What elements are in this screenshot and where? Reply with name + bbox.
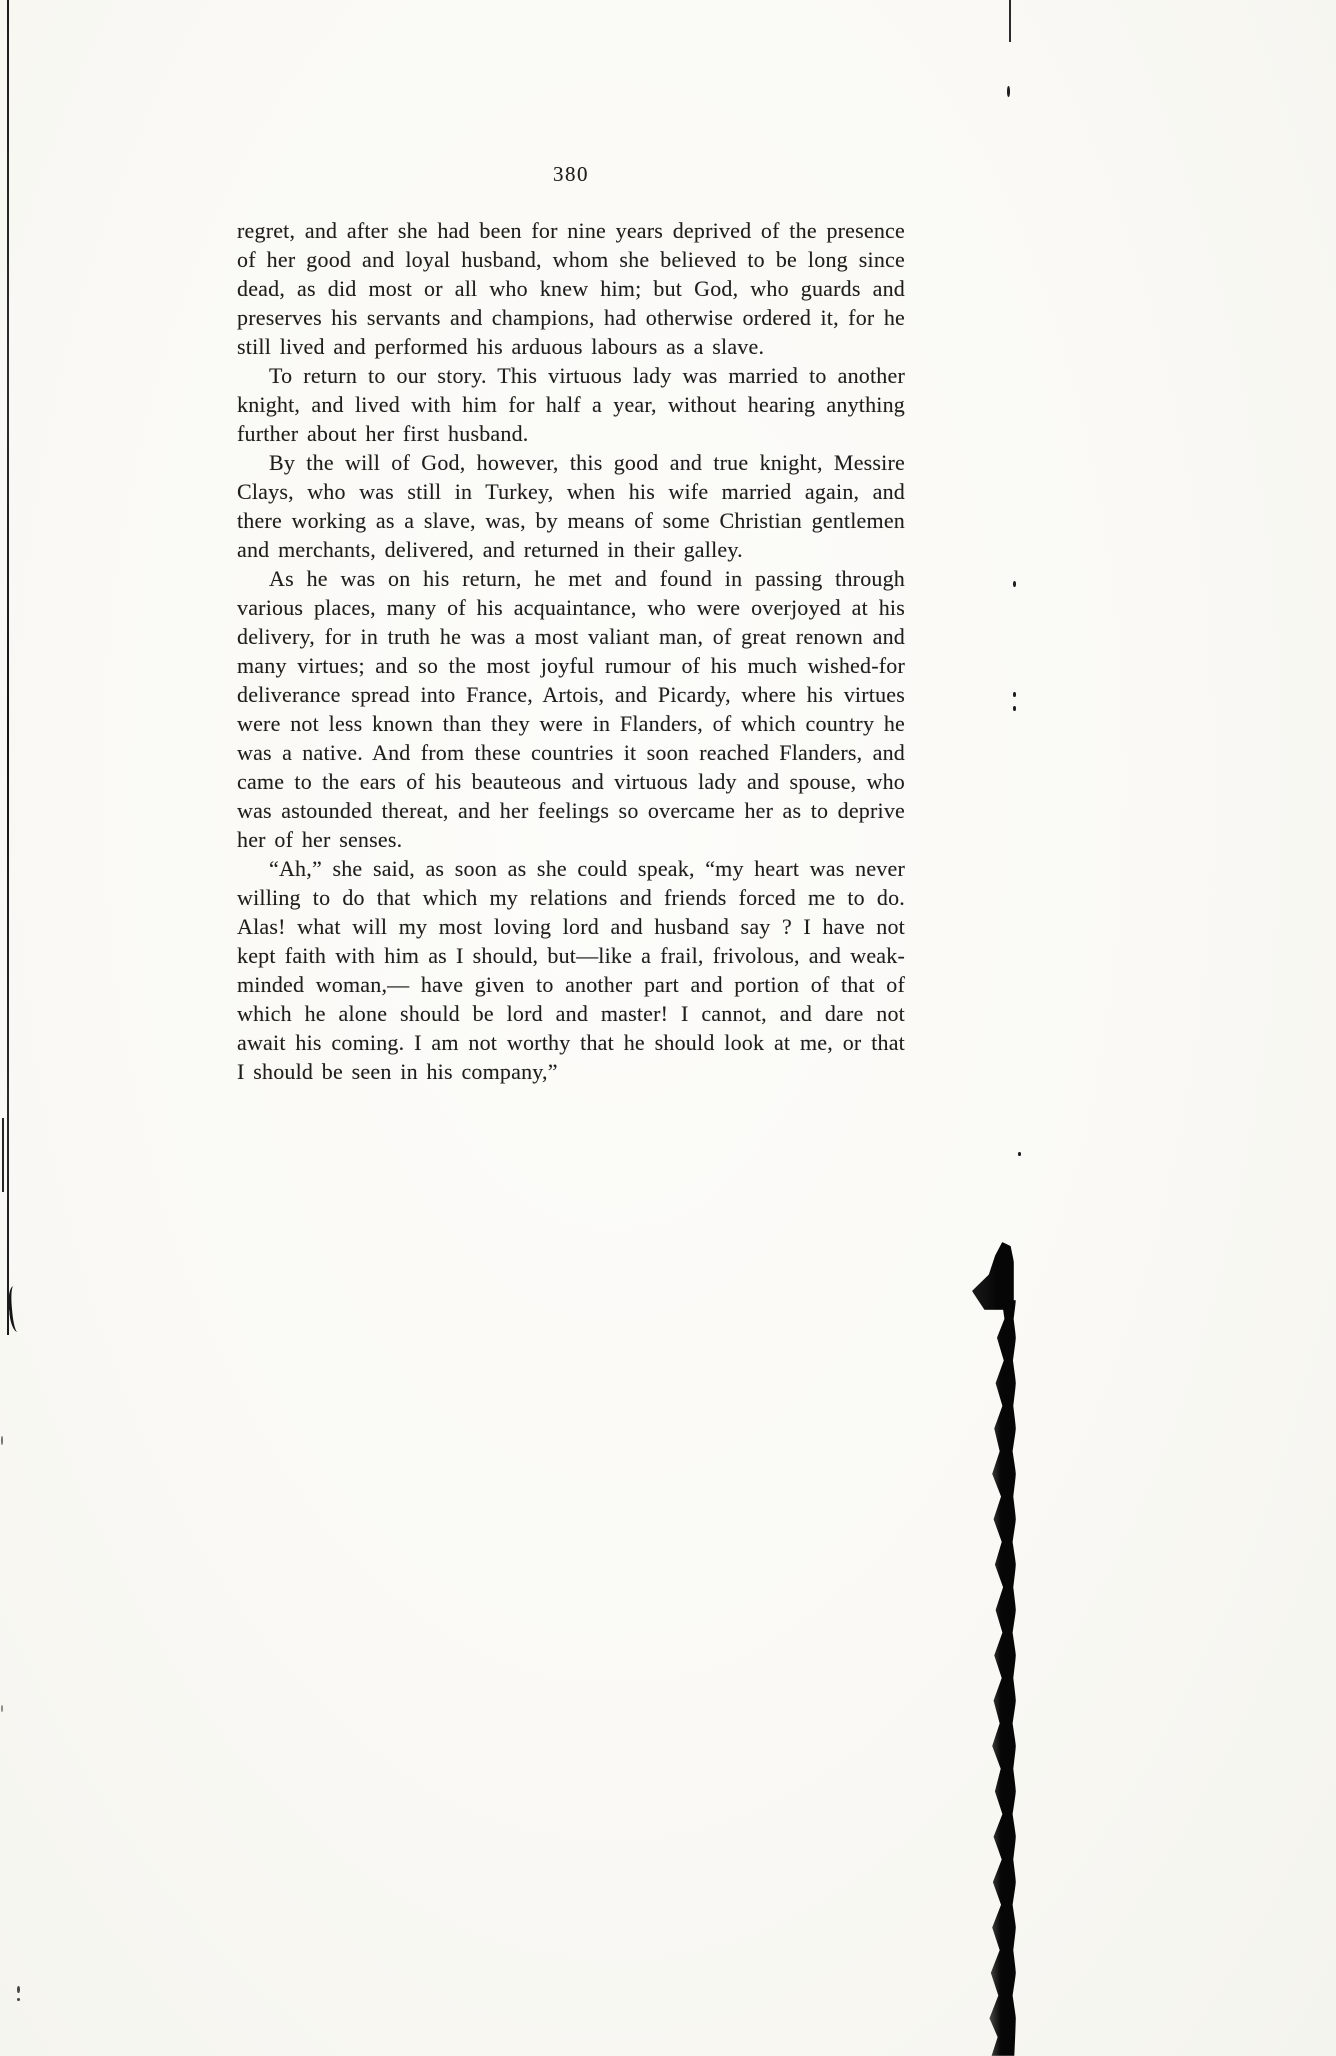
page-number: 380 [553,162,589,186]
scan-artifact-ink-blotch-band [982,1300,1016,2056]
scan-artifact-top-right-line [1009,0,1011,42]
scan-artifact-speck [1013,581,1016,587]
page-content [237,160,905,1086]
scan-artifact-speck [1007,86,1010,97]
paragraph: By the will of God, however, this good and true knight, Messire Clays, who was still in Turkey, when his wife married again, and there working as a slave, was, by means of some Christian gentlemen and merchants, delivered, and returned in their galley. [237,450,905,562]
scan-artifact-left-edge-line-2 [2,1118,4,1192]
paragraph: regret, and after she had been for nine years deprived of the presence of her good and loyal husband, whom she believed to be long since dead, as did most or all who knew him; but God, who guards and preserves his servants and champions, had otherwise ordered it, for he still lived and performed his arduous labours as a slave. [237,218,905,359]
paragraph: As he was on his return, he met and found in passing through various places, many of his acquaintance, who were overjoyed at his delivery, for in truth he was a most valiant man, of great renown and many virtues; and so the most joyful rumour of his much wished-for deliverance spread into France, Artois, and Picardy, where his virtues were not less known than they were in Flanders, of which country he was a native. And from these countries it soon reached Flanders, and came to the ears of his beauteous and virtuous lady and spouse, who was astounded thereat, and her feelings so overcame her as to deprive her of her senses. [237,566,905,852]
scan-artifact-left-hook-mark [7,1286,24,1333]
paragraph: To return to our story. This virtuous lady was married to another knight, and lived with him for half a year, without hearing anything further about her first husband. [237,363,905,446]
scan-artifact-speck [1013,706,1016,711]
scan-artifact-speck [17,1998,20,2001]
scan-artifact-speck [1,1705,3,1712]
scan-artifact-speck [1,1436,3,1445]
scan-artifact-ink-blotch-top [972,1242,1014,1310]
scan-artifact-speck [1013,692,1016,697]
page-text [237,216,905,1086]
scan-artifact-left-edge-line [7,0,9,1335]
scan-artifact-speck [1018,1152,1021,1156]
scan-artifact-speck [17,1986,20,1993]
paragraph: “Ah,” she said, as soon as she could speak, “my heart was never willing to do that which my relations and friends forced me to do. Alas! what will my most loving lord and husband say ? I have not kept faith with him as I should, but—like a frail, frivolous, and weak-minded woman,— have given to another part and portion of that of which he alone should be lord and master! I cannot, and dare not await his coming. I am not worthy that he should look at me, or that I should be seen in his company,” [237,856,905,1084]
